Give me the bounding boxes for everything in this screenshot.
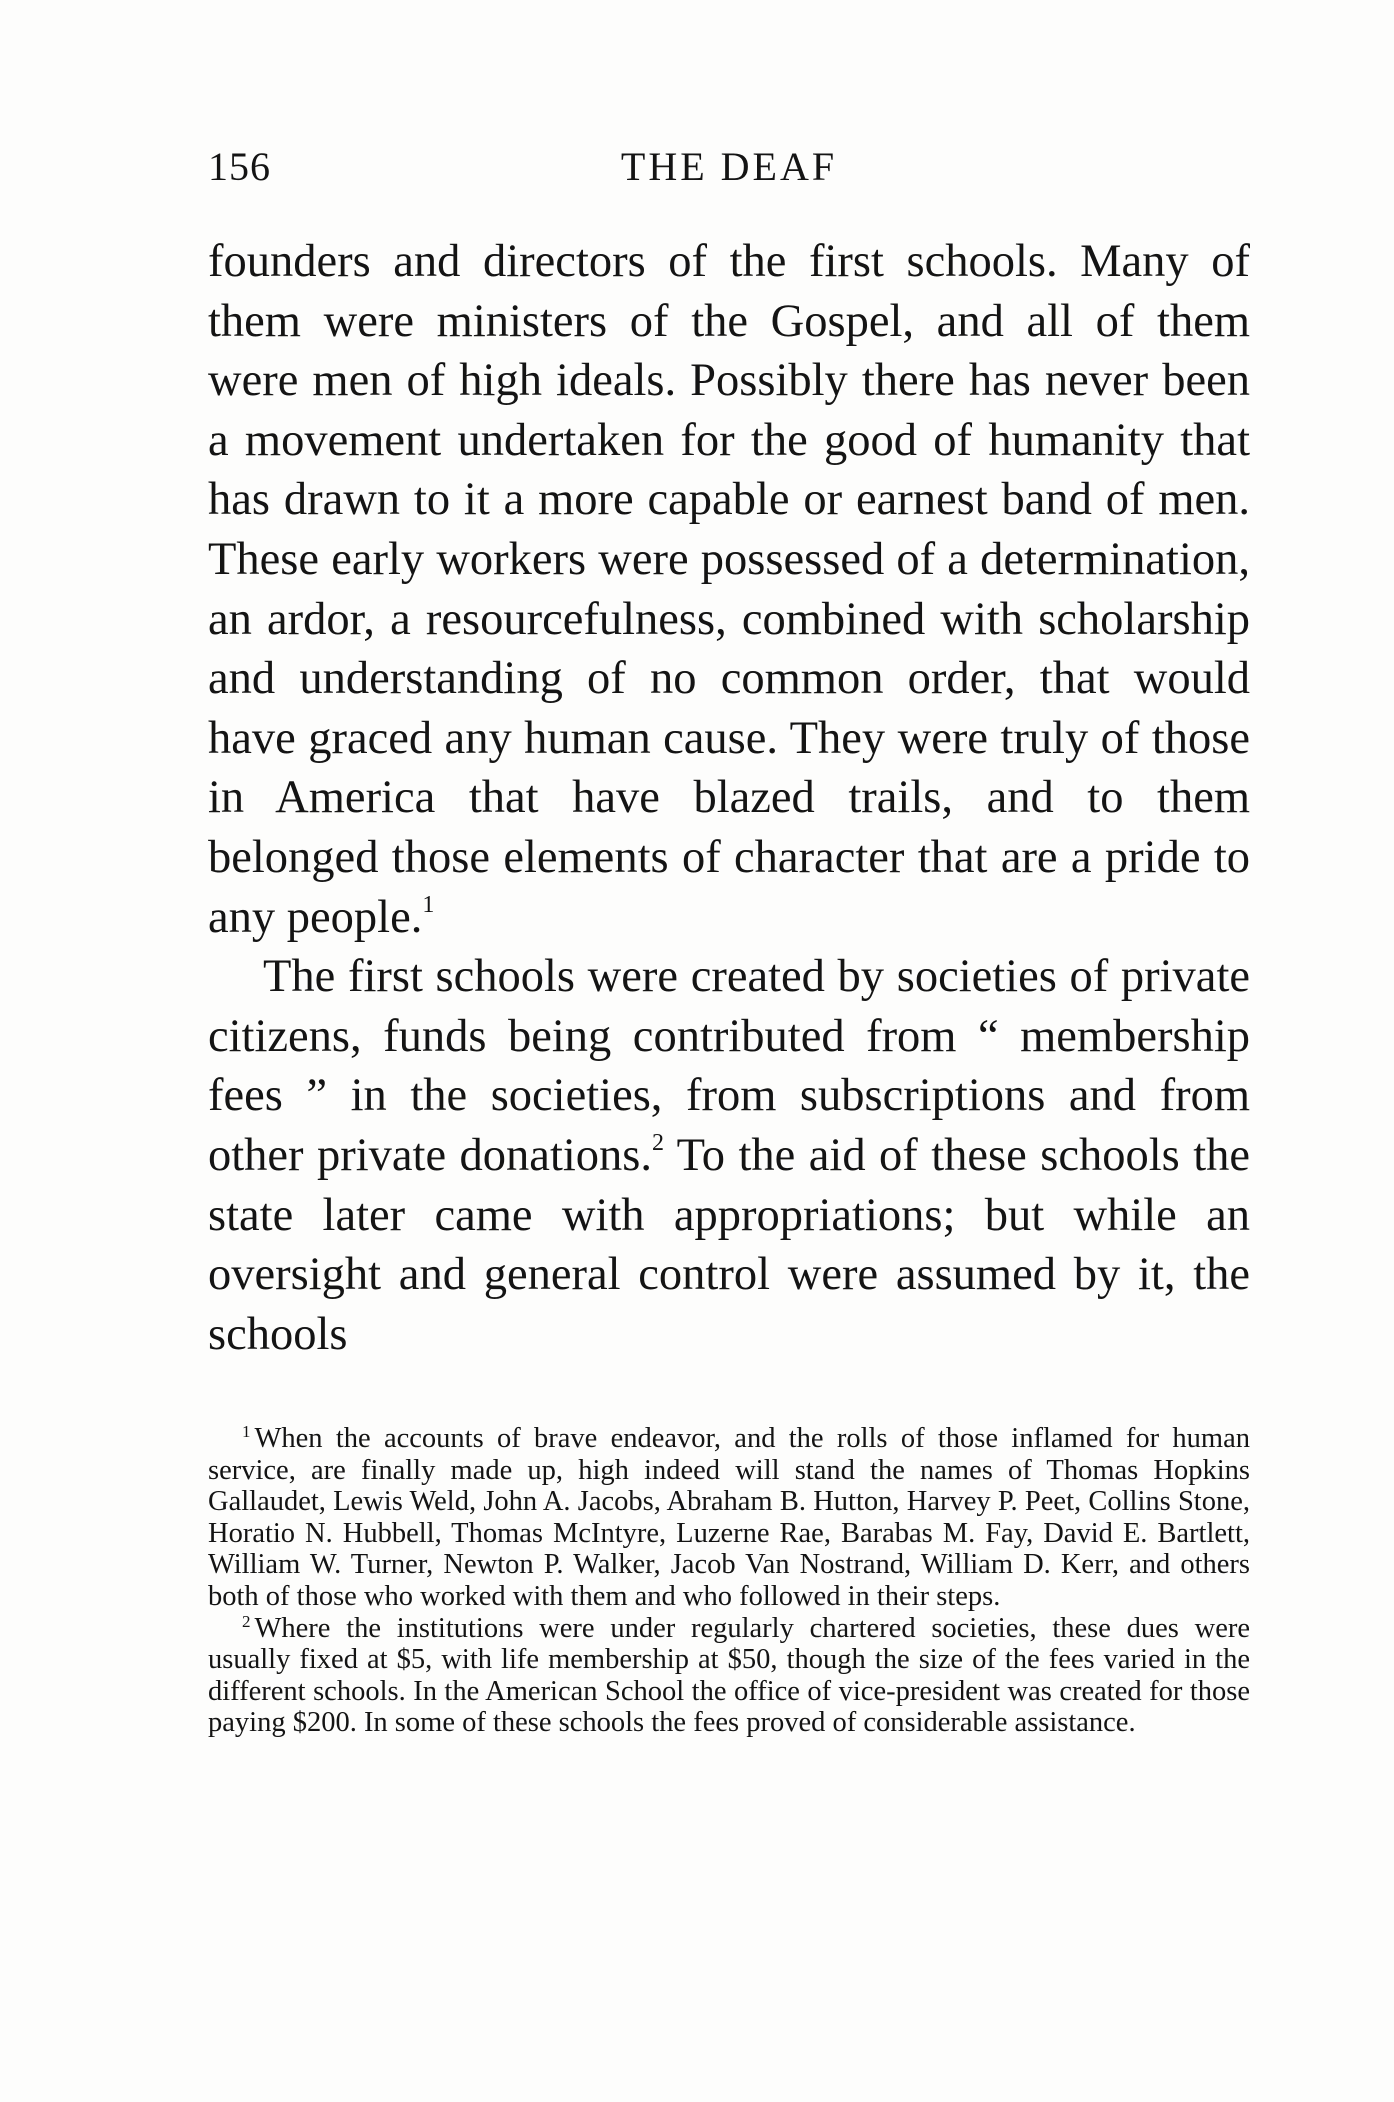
- paragraph: [208, 232, 1250, 947]
- footnote: [208, 1613, 1250, 1739]
- running-head: [208, 143, 1250, 199]
- footnote: [208, 1423, 1250, 1613]
- footnote-text: When the accounts of brave endeavor, and the rolls of those inflamed for human service, are finally made up, high indeed will stand the names of Thomas Hopkins Gallaudet, Lewis Weld, John A. Jacobs, Abraham B. Hutton, Harvey P. Peet, Collins Stone, Horatio N. Hubbell, Thomas McIntyre, Luzerne Rae, Barabas M. Fay, David E. Bartlett, William W. Turner, Newton P. Walker, Jacob Van Nostrand, William D. Kerr, and others both of those who worked with them and who followed in their steps.: [208, 1423, 1250, 1612]
- paragraph-text: To the aid of these schools the state later came with appropriations; but while an oversight and general control were assumed by it, the schools: [208, 1129, 1250, 1360]
- footnotes: [208, 1423, 1250, 1739]
- paragraph-text: The first schools were created by societies of private citizens, funds being contributed from “ membership fees ” in the societies, from subscriptions and from other private donations.: [208, 951, 1250, 1181]
- page-number: 156: [208, 144, 271, 189]
- running-title: THE DEAF: [620, 144, 838, 189]
- paragraph: [208, 947, 1250, 1364]
- footnote-text: Where the institutions were under regularly chartered societies, these dues were usually fixed at $5, with life membership at $50, though the size of the fees varied in the different schools. In the American School the office of vice-president was created for those paying $200. In some of these schools the fees proved of considerable assistance.: [208, 1612, 1250, 1739]
- paragraph-text: founders and directors of the first schools. Many of them were ministers of the Gospel, and all of them were men of high ideals. Possibly there has never been a movement undertaken for the good of humanity that has drawn to it a more capable or earnest band of men. These early workers were possessed of a determination, an ardor, a resourcefulness, combined with scholarship and understanding of no common order, that would have graced any human cause. They were truly of those in America that have blazed trails, and to them belonged those elements of character that are a pride to any people.: [208, 236, 1250, 943]
- footnote-reference: 2: [652, 1129, 665, 1156]
- footnote-marker: 2: [242, 1611, 251, 1631]
- footnote-reference: 1: [422, 891, 435, 918]
- body-text: [208, 232, 1250, 1364]
- footnote-marker: 1: [242, 1422, 251, 1441]
